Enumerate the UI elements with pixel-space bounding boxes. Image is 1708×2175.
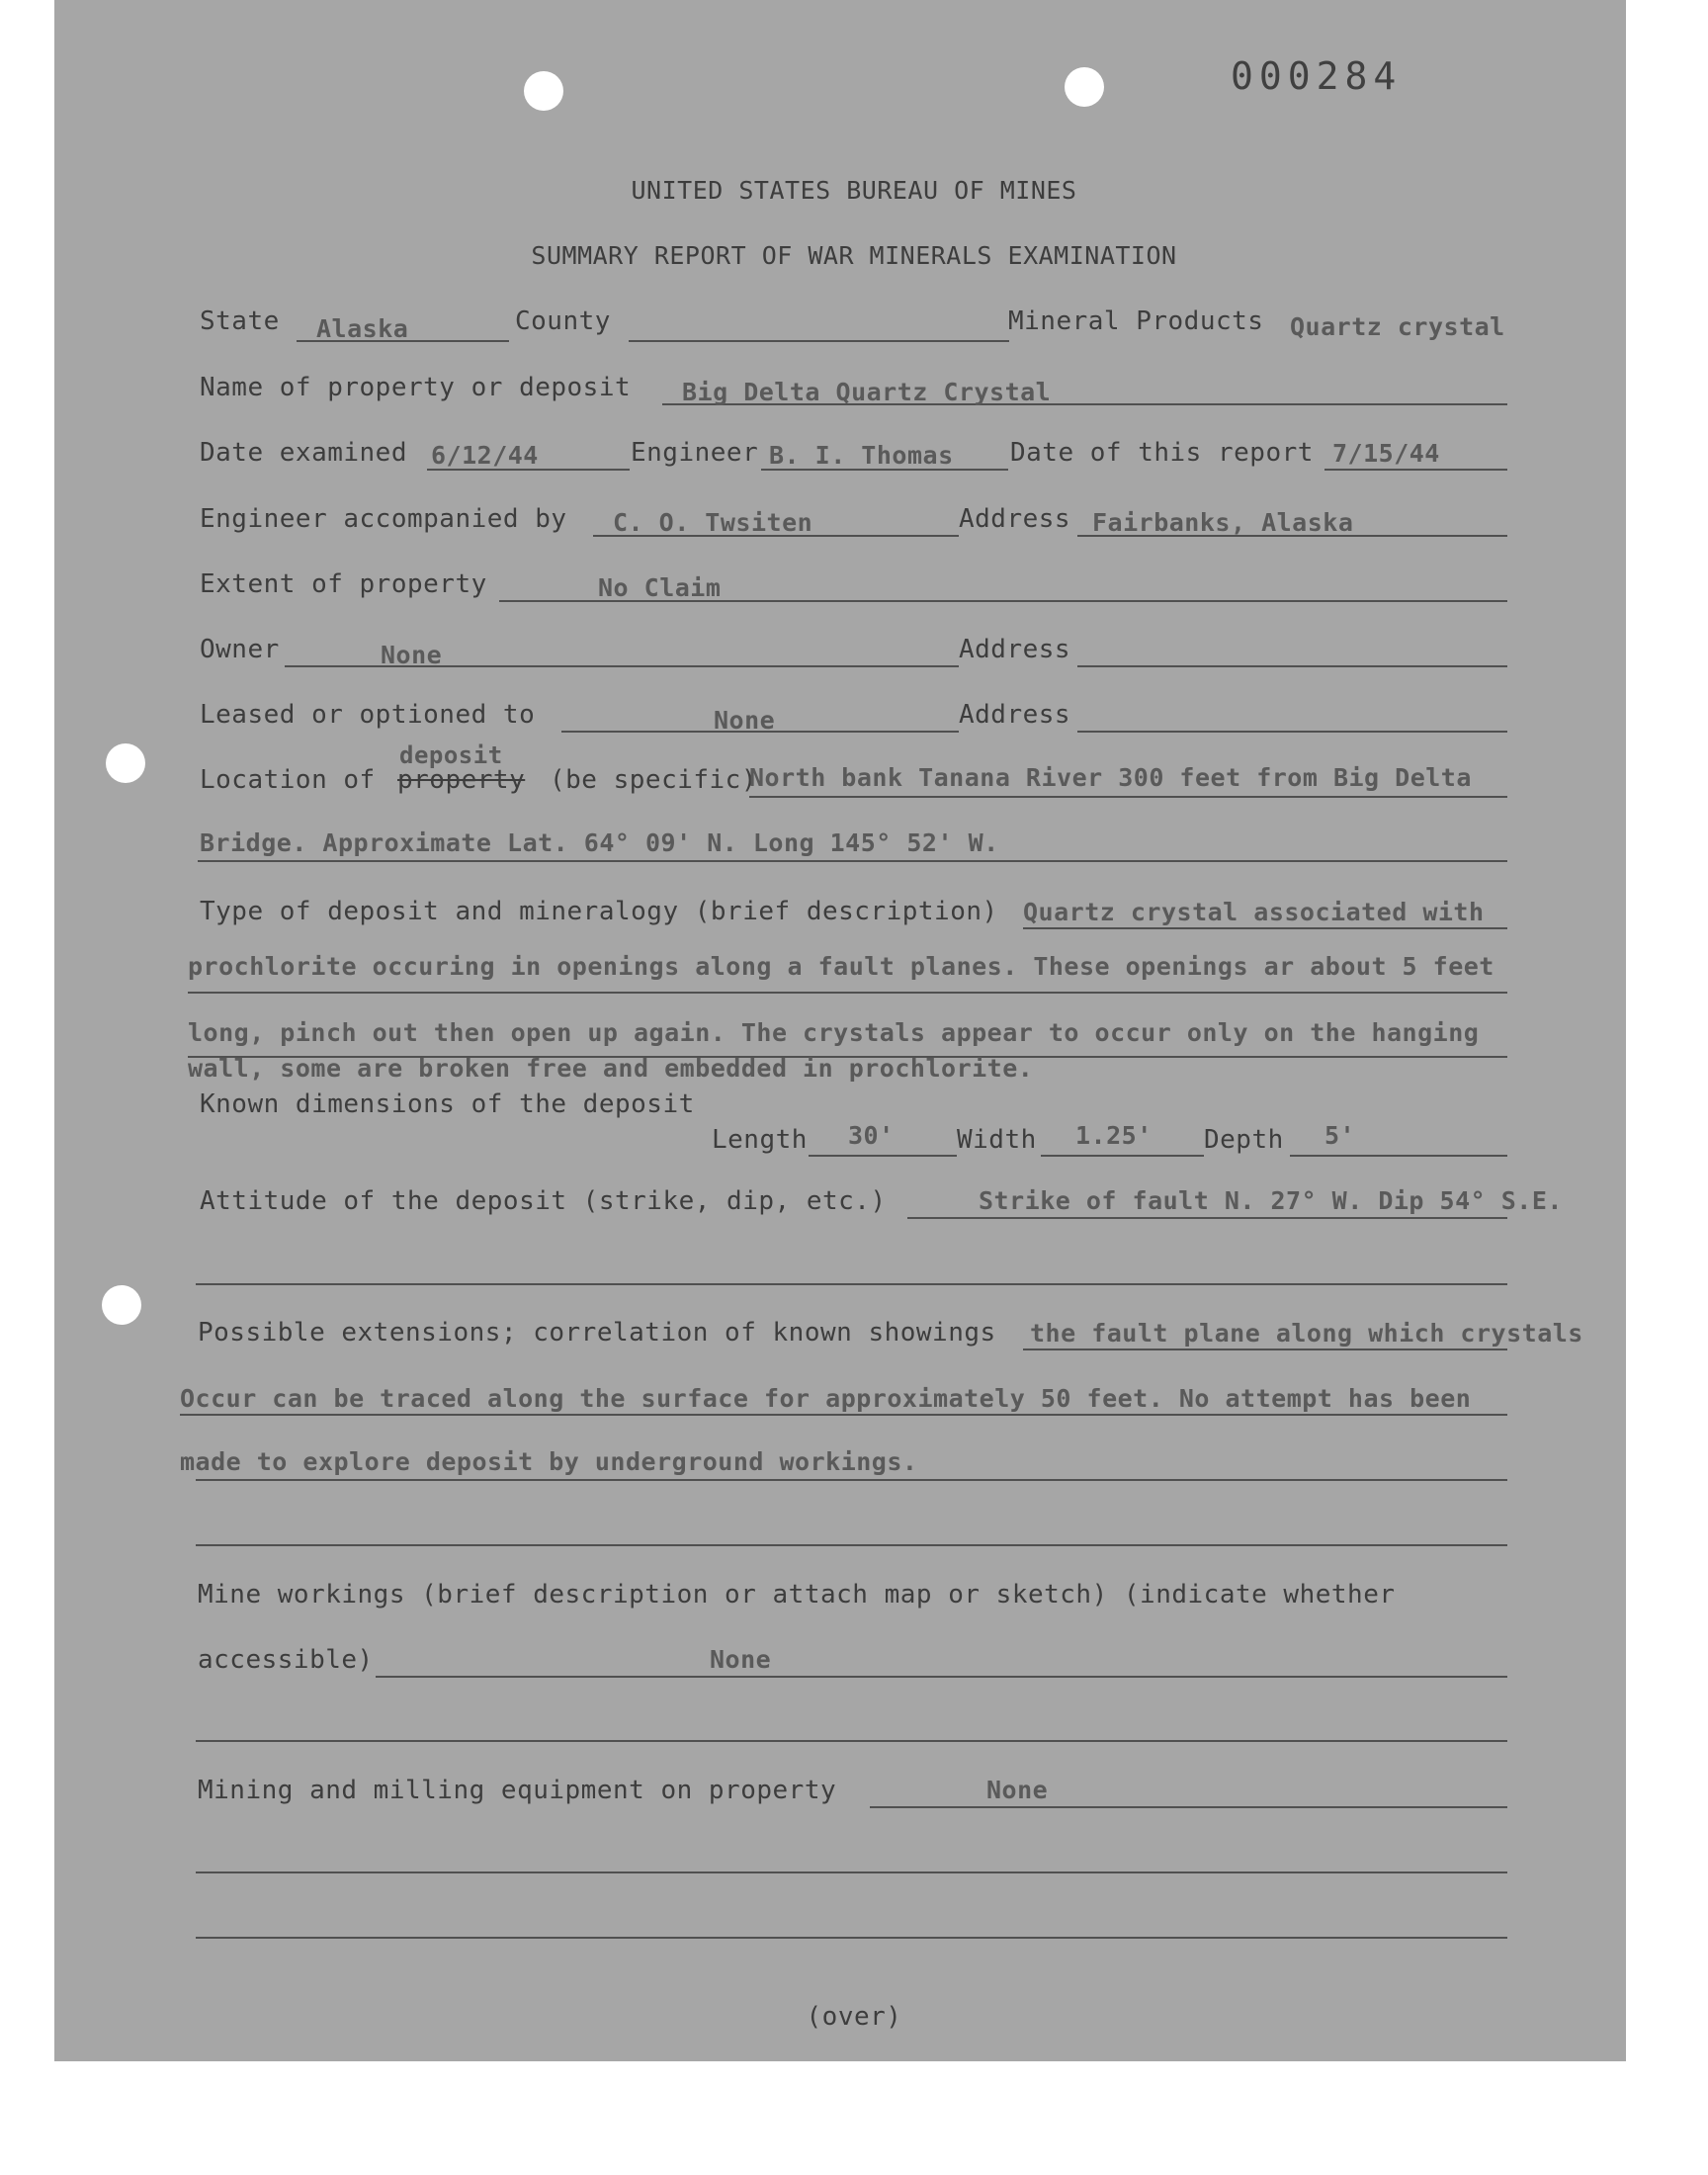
accompanied-label: Engineer accompanied by [200, 504, 567, 534]
leased-value: None [714, 706, 776, 735]
county-label: County [515, 306, 611, 336]
owner-label: Owner [200, 635, 280, 664]
attitude-line-2 [196, 1283, 1507, 1285]
depth-value: 5' [1324, 1121, 1356, 1150]
type-value-line-2: prochlorite occuring in openings along a fault planes. These openings ar about 5 feet [188, 952, 1494, 981]
workings-line-1 [376, 1676, 1507, 1678]
width-value: 1.25' [1075, 1121, 1153, 1150]
state-value: Alaska [316, 314, 409, 343]
report-title: SUMMARY REPORT OF WAR MINERALS EXAMINATION [531, 241, 1177, 270]
type-value-line-4: wall, some are broken free and embedded in prochlorite. [188, 1054, 1034, 1083]
leased-label: Leased or optioned to [200, 700, 536, 730]
extensions-line-4 [196, 1544, 1507, 1546]
date-examined-label: Date examined [200, 438, 407, 468]
depth-label: Depth [1204, 1125, 1284, 1155]
extensions-line-2 [180, 1414, 1507, 1416]
name-value: Big Delta Quartz Crystal [682, 378, 1052, 406]
location-line-1 [749, 796, 1507, 798]
punch-hole-side-upper [106, 743, 145, 783]
extensions-value-line-2: Occur can be traced along the surface for approximately 50 feet. No attempt has been [180, 1384, 1472, 1413]
extent-label: Extent of property [200, 569, 487, 599]
owner-value: None [381, 641, 443, 669]
leased-address-line [1077, 731, 1507, 733]
length-label: Length [712, 1125, 808, 1155]
attitude-label: Attitude of the deposit (strike, dip, etc.) [200, 1186, 887, 1216]
extensions-line-3 [196, 1479, 1507, 1481]
attitude-line-1 [907, 1217, 1507, 1219]
document-number: 000284 [1231, 54, 1403, 98]
name-label: Name of property or deposit [200, 373, 632, 402]
extensions-label: Possible extensions; correlation of known showings [198, 1318, 996, 1348]
type-value-line-1: Quartz crystal associated with [1023, 898, 1485, 926]
mineral-products-value: Quartz crystal [1290, 312, 1505, 341]
date-report-line [1324, 469, 1507, 471]
engineer-label: Engineer [631, 438, 759, 468]
type-line-2 [188, 992, 1507, 994]
punch-hole-top-left [524, 71, 563, 111]
date-examined-value: 6/12/44 [431, 441, 539, 470]
extent-value: No Claim [598, 573, 722, 602]
accompanied-address-label: Address [959, 504, 1071, 534]
length-value: 30' [848, 1121, 895, 1150]
type-line-1 [1023, 927, 1507, 929]
workings-line-2 [196, 1740, 1507, 1742]
extensions-value-line-1: the fault plane along which crystals [1030, 1319, 1583, 1348]
county-line [629, 340, 1009, 342]
location-label-prefix: Location of [200, 765, 376, 795]
width-line [1041, 1155, 1204, 1157]
equipment-line-3 [196, 1937, 1507, 1939]
width-label: Width [957, 1125, 1037, 1155]
dimensions-label: Known dimensions of the deposit [200, 1089, 695, 1119]
mineral-products-label: Mineral Products [1008, 306, 1264, 336]
attitude-value: Strike of fault N. 27° W. Dip 54° S.E. [979, 1186, 1563, 1215]
accompanied-value: C. O. Twsiten [613, 508, 813, 537]
owner-address-label: Address [959, 635, 1071, 664]
date-report-label: Date of this report [1010, 438, 1314, 468]
depth-line [1290, 1155, 1507, 1157]
punch-hole-top-right [1065, 67, 1104, 107]
location-inserted-word: deposit [399, 741, 503, 769]
equipment-line-2 [196, 1871, 1507, 1873]
page-footer: (over) [806, 2002, 902, 2032]
type-label: Type of deposit and mineralogy (brief description) [200, 897, 998, 926]
extensions-value-line-3: made to explore deposit by underground workings. [180, 1447, 918, 1476]
leased-address-label: Address [959, 700, 1071, 730]
equipment-line-1 [870, 1806, 1507, 1808]
workings-value: None [710, 1645, 772, 1674]
equipment-label: Mining and milling equipment on property [198, 1776, 837, 1805]
agency-heading: UNITED STATES BUREAU OF MINES [631, 176, 1077, 205]
punch-hole-side-lower [102, 1285, 141, 1325]
location-value-line-2: Bridge. Approximate Lat. 64° 09' N. Long 145° 52' W. [200, 828, 999, 857]
accompanied-address-value: Fairbanks, Alaska [1092, 508, 1354, 537]
location-line-2 [198, 860, 1507, 862]
location-value-line-1: North bank Tanana River 300 feet from Big Delta [749, 763, 1472, 792]
workings-label-line-2: accessible) [198, 1645, 374, 1675]
workings-label-line-1: Mine workings (brief description or attach map or sketch) (indicate whether [198, 1580, 1396, 1610]
extensions-line-1 [1023, 1348, 1507, 1350]
engineer-value: B. I. Thomas [769, 441, 954, 470]
location-label-suffix: (be specific) [550, 765, 757, 795]
location-struck-word: property [397, 765, 526, 795]
length-line [809, 1155, 957, 1157]
owner-address-line [1077, 665, 1507, 667]
state-label: State [200, 306, 280, 336]
equipment-value: None [986, 1776, 1049, 1804]
type-value-line-3: long, pinch out then open up again. The crystals appear to occur only on the hanging [188, 1018, 1480, 1047]
date-report-value: 7/15/44 [1332, 439, 1440, 468]
